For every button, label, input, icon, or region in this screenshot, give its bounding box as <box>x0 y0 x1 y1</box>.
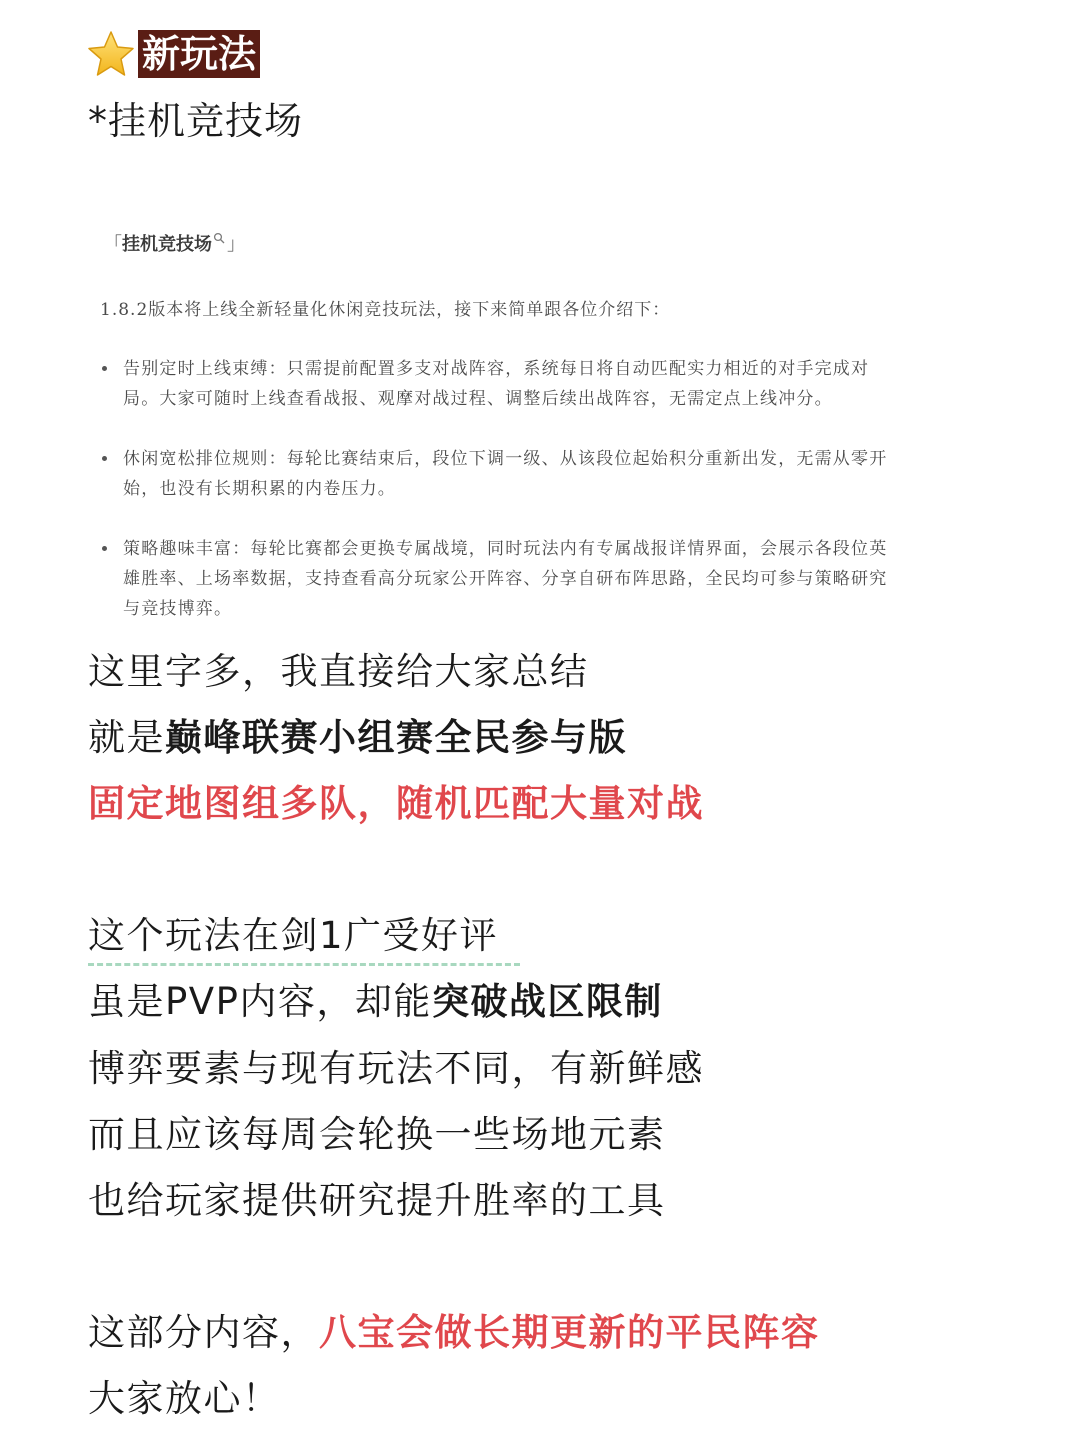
summary-bold: 巅峰联赛小组赛全民参与版 <box>165 716 627 759</box>
closing-line: 大家放心！ <box>88 1377 281 1420</box>
star-icon <box>86 29 136 79</box>
announcement-title-text: 挂机竞技场 <box>122 234 212 255</box>
review-line: 也给玩家提供研究提升胜率的工具 <box>88 1179 666 1222</box>
review-line <box>88 978 663 1026</box>
dashed-underline <box>88 963 520 966</box>
announcement-title <box>104 230 245 256</box>
highlight-line: 固定地图组多队，随机匹配大量对战 <box>88 782 704 825</box>
bullet-line: 雄胜率、上场率数据，支持查看高分玩家公开阵容、分享自研布阵思路，全民均可参与策略研究 <box>123 569 888 589</box>
announcement-intro: 1.8.2版本将上线全新轻量化休闲竞技玩法，接下来简单跟各位介绍下： <box>100 300 671 320</box>
bullet-line: 与竞技博弈。 <box>123 599 233 619</box>
bullet-line: 始，也没有长期积累的内卷压力。 <box>123 479 396 499</box>
search-icon <box>213 232 225 244</box>
bullet-dot <box>102 366 107 371</box>
bullet-line: 策略趣味丰富：每轮比赛都会更换专属战境，同时玩法内有专属战报详情界面，会展示各段位英 <box>123 539 888 559</box>
review-bold: 突破战区限制 <box>431 980 663 1023</box>
summary-prefix: 就是 <box>88 716 165 759</box>
closing-prefix: 这部分内容， <box>88 1311 319 1354</box>
title-close-bracket: 」 <box>227 234 245 255</box>
review-line: 这个玩法在剑1广受好评 <box>88 914 499 957</box>
section-tag: 新玩法 <box>138 30 260 78</box>
closing-highlight: 八宝会做长期更新的平民阵容 <box>319 1311 820 1354</box>
bullet-line: 告别定时上线束缚：只需提前配置多支对战阵容，系统每日将自动匹配实力相近的对手完成对 <box>123 359 870 379</box>
closing-line <box>88 1309 820 1357</box>
review-line: 而且应该每周会轮换一些场地元素 <box>88 1113 666 1156</box>
review-line: 博弈要素与现有玩法不同，有新鲜感 <box>88 1047 704 1090</box>
bullet-line: 休闲宽松排位规则：每轮比赛结束后，段位下调一级、从该段位起始积分重新出发，无需从零开 <box>123 449 888 469</box>
title-open-bracket: 「 <box>104 234 122 255</box>
summary-line <box>88 714 627 762</box>
subheading: *挂机竞技场 <box>88 99 304 143</box>
review-prefix: 虽是PVP内容，却能 <box>88 980 432 1023</box>
section-header <box>86 28 260 80</box>
bullet-dot <box>102 456 107 461</box>
bullet-line: 局。大家可随时上线查看战报、观摩对战过程、调整后续出战阵容，无需定点上线冲分。 <box>123 389 833 409</box>
summary-line: 这里字多，我直接给大家总结 <box>88 650 589 693</box>
bullet-dot <box>102 546 107 551</box>
